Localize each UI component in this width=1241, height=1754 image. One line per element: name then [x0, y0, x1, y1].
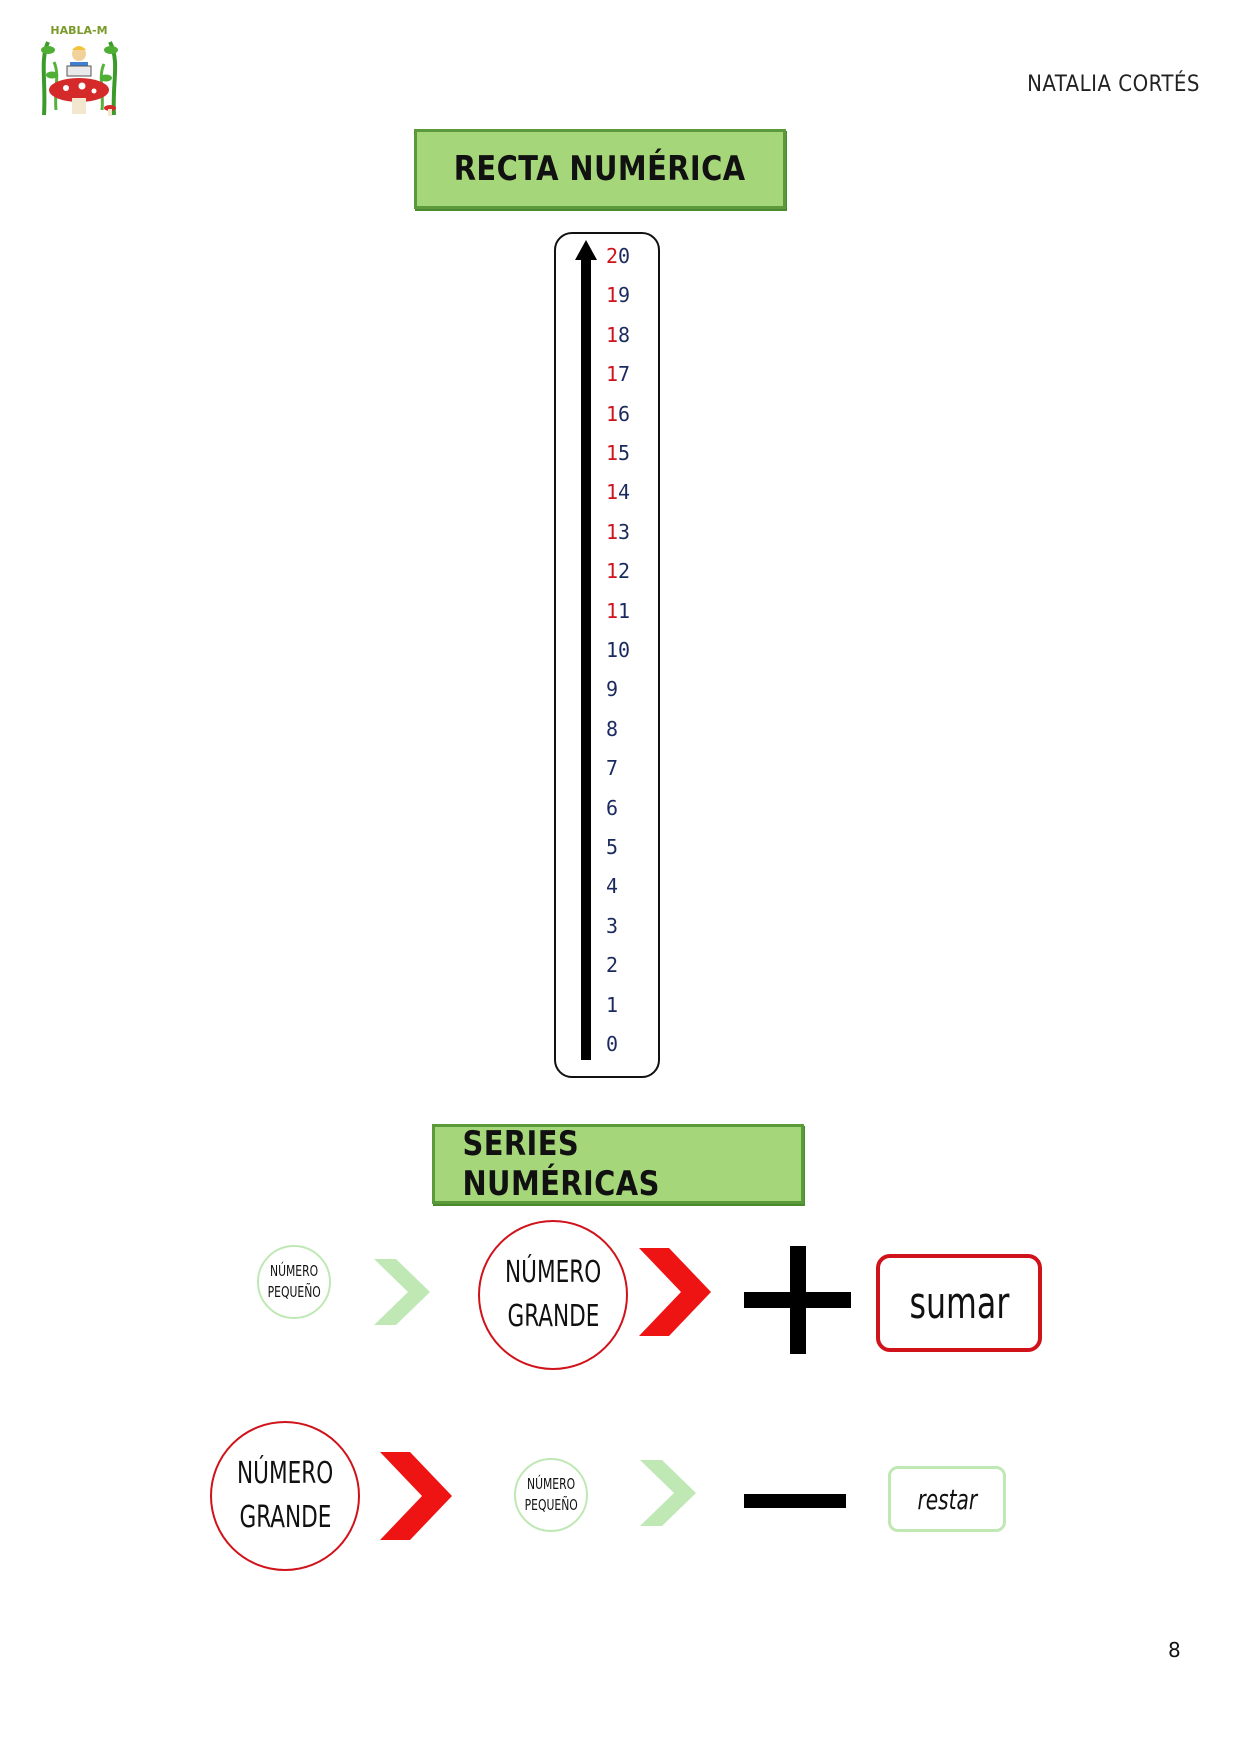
circle-label: NÚMERO: [236, 1456, 334, 1491]
arrow-up-icon: [575, 240, 597, 260]
number-line-tick: 15: [606, 441, 631, 465]
number-line-tick: 20: [606, 244, 631, 268]
number-line-tick: 1: [606, 992, 619, 1017]
big-number-circle: [210, 1421, 360, 1571]
light-green-chevron-icon: [374, 1259, 430, 1325]
number-line-tick: 18: [606, 322, 631, 347]
sumar-label: sumar: [909, 1277, 1009, 1329]
number-line-tick: 4: [606, 874, 619, 899]
number-line-axis: [581, 258, 591, 1060]
number-line-tick: 14: [606, 480, 631, 505]
circle-label: NÚMERO: [526, 1475, 576, 1493]
restar-label-box: [888, 1466, 1006, 1532]
circle-label: NÚMERO: [269, 1262, 319, 1280]
number-line-title-banner: [414, 129, 786, 209]
sumar-label-box: [876, 1254, 1042, 1352]
circle-label: GRANDE: [507, 1299, 599, 1334]
big-number-circle: [478, 1220, 628, 1370]
number-line-tick: 12: [606, 559, 631, 584]
red-chevron-icon: [639, 1248, 711, 1336]
number-line-tick: 2: [606, 953, 619, 978]
series-title: SERIES NUMÉRICAS: [462, 1124, 660, 1204]
logo-text: HABLA-M: [50, 24, 108, 37]
number-line-tick: 0: [606, 1032, 619, 1056]
circle-label: GRANDE: [239, 1500, 331, 1535]
small-number-circle: [514, 1458, 588, 1532]
number-line-tick: 6: [606, 795, 619, 820]
light-green-chevron-icon: [640, 1460, 696, 1526]
number-line-tick: 19: [606, 283, 631, 308]
circle-label: NÚMERO: [504, 1255, 602, 1290]
plus-icon-bar: [744, 1292, 851, 1308]
minus-icon: [744, 1494, 846, 1508]
circle-label: PEQUEÑO: [524, 1496, 578, 1514]
page-number: 8: [1168, 1638, 1181, 1662]
number-line-tick: 7: [606, 756, 619, 781]
number-line-tick: 3: [606, 913, 619, 938]
number-line-tick: 13: [606, 519, 631, 544]
number-line-tick: 8: [606, 716, 619, 741]
habla-m-logo: [34, 20, 124, 120]
series-title-banner: [432, 1124, 804, 1204]
restar-label: restar: [917, 1482, 977, 1516]
number-line-tick: 9: [606, 677, 619, 702]
number-line-tick: 5: [606, 835, 619, 859]
red-chevron-icon: [380, 1452, 452, 1540]
number-line-tick: 10: [606, 638, 631, 662]
author-name: NATALIA CORTÉS: [1027, 72, 1200, 97]
number-line-tick: 11: [606, 598, 631, 623]
number-line-title: RECTA NUMÉRICA: [454, 149, 746, 189]
number-line-tick: 16: [606, 401, 631, 426]
number-line-tick: 17: [606, 362, 631, 387]
circle-label: PEQUEÑO: [267, 1283, 321, 1301]
small-number-circle: [257, 1245, 331, 1319]
